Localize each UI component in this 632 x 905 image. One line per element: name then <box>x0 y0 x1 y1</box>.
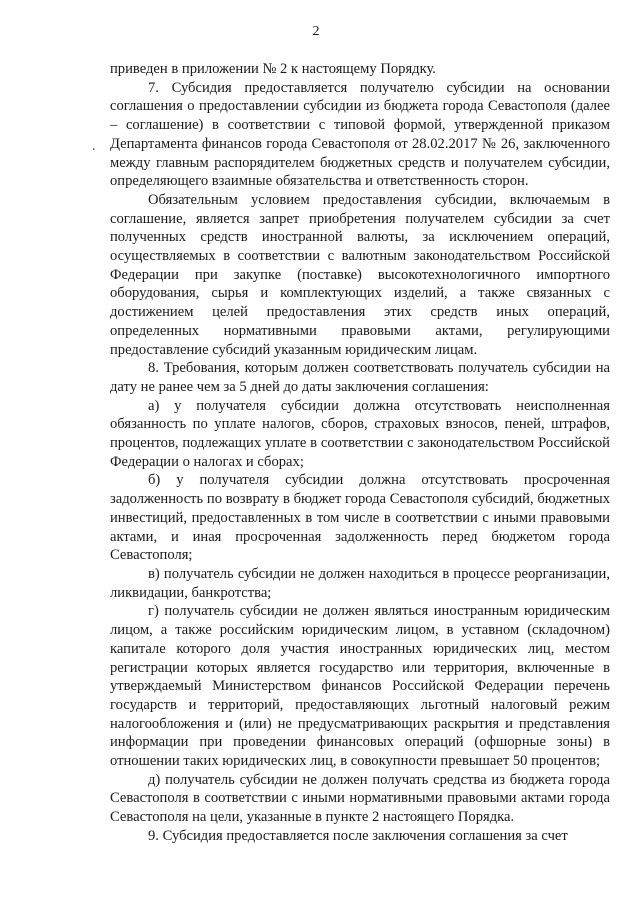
margin-mark: . <box>92 139 96 154</box>
paragraph-8d: д) получатель субсидии не должен получать средства из бюджета города Севастополя в соответствии с иными нормативными правовыми актами города Севастополя на цели, указанные в пункте 2 настоящего Порядка. <box>110 771 610 826</box>
paragraph-7: 7. Субсидия предоставляется получателю субсидии на основании соглашения о предоставлении субсидии из бюджета города Севастополя (далее – соглашение) в соответствии с типовой формой, утвержденной приказом Департамента финансов города Севастополя от 28.02.2017 № 26, заключенного между главным распорядителем бюджетных средств и получателем субсидии, определяющего взаимные обязательства и ответственность сторон. <box>110 79 610 190</box>
paragraph-8v: в) получатель субсидии не должен находиться в процессе реорганизации, ликвидации, банкротства; <box>110 565 610 601</box>
paragraph-8a: а) у получателя субсидии должна отсутствовать неисполненная обязанность по уплате налогов, сборов, страховых взносов, пеней, штрафов, процентов, подлежащих уплате в соответствии с законодательством Российской Федерации о налогах и сборах; <box>110 397 610 470</box>
paragraph-continuation: приведен в приложении № 2 к настоящему Порядку. <box>110 61 436 77</box>
paragraph-9: 9. Субсидия предоставляется после заключения соглашения за счет <box>148 827 568 844</box>
document-body <box>110 60 610 846</box>
paragraph-8g: г) получатель субсидии не должен являться иностранным юридическим лицом, а также российским юридическим лицом, в уставном (складочном) капитале которого доля участия иностранных юридических лиц, местом регистрации которых является государство или территория, включенные в утверждаемый Министерством финансов Российской Федерации перечень государств и территорий, предоставляющих льготный налоговый режим налогообложения и (или) не предусматривающих раскрытия и представления информации при проведении финансовых операций (офшорные зоны) в отношении таких юридических лиц, в совокупности превышает 50 процентов; <box>110 603 610 770</box>
paragraph-8b: б) у получателя субсидии должна отсутствовать просроченная задолженность по возврату в бюджет города Севастополя субсидий, бюджетных инвестиций, предоставленных в том числе в соответствии с иными правовыми актами, и иная просроченная задолженность перед бюджетом города Севастополя; <box>110 472 610 564</box>
page-number: 2 <box>312 24 320 39</box>
paragraph-8: 8. Требования, которым должен соответствовать получатель субсидии на дату не ранее чем за 5 дней до даты заключения соглашения: <box>110 360 610 395</box>
paragraph-condition: Обязательным условием предоставления субсидии, включаемым в соглашение, является запрет приобретения получателем субсидии за счет полученных средств иностранной валюты, за исключением операций, осуществляемых в соответствии с валютным законодательством Российской Федерации при закупке (поставке) высокотехнологичного импортного оборудования, сырья и комплектующих изделий, а также связанных с достижением целей предоставления этих средств иных операций, определенных нормативными правовыми актами, регулирующими предоставление субсидий указанным юридическим лицам. <box>110 191 610 358</box>
